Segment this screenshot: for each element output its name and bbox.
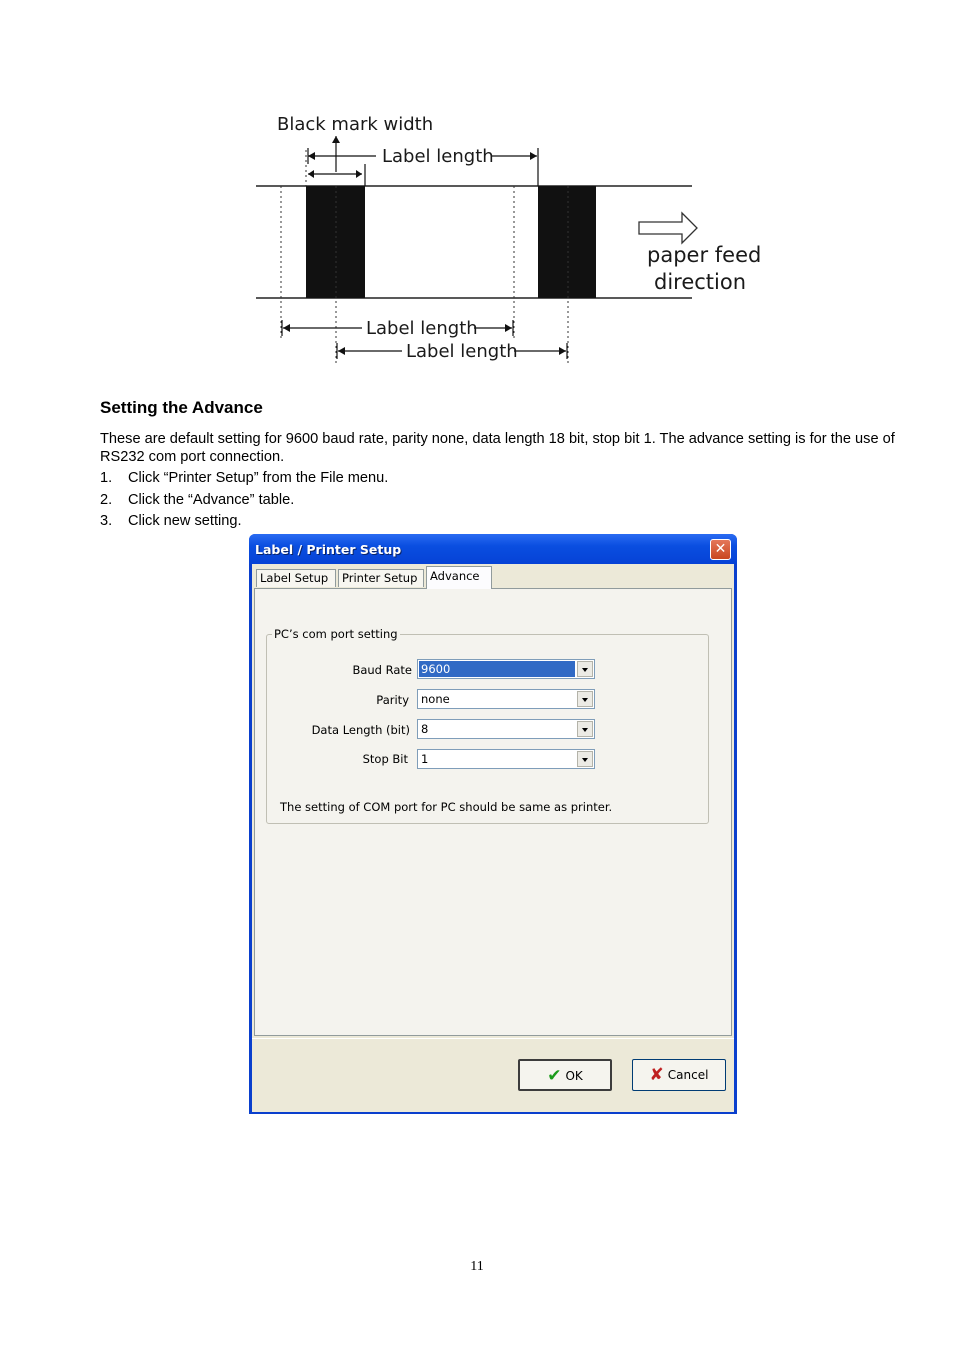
group-title: PC’s com port setting (274, 627, 398, 641)
cancel-button[interactable] (632, 1059, 726, 1091)
advance-panel (254, 588, 732, 1036)
list-item (100, 512, 388, 534)
list-item (100, 491, 388, 513)
data-length-label: Data Length (bit) (311, 723, 410, 737)
steps-list (100, 469, 388, 534)
label-length-bottom-1: Label length (366, 318, 478, 339)
step-number: 3. (100, 513, 113, 529)
list-item (100, 469, 388, 491)
chevron-down-icon[interactable] (577, 751, 593, 767)
black-mark-width-label: Black mark width (277, 114, 434, 135)
data-length-value: 8 (421, 722, 429, 736)
tab-label-setup[interactable]: Label Setup (256, 569, 336, 587)
close-icon: ✕ (714, 541, 727, 557)
step-text: Click the “Advance” table. (128, 491, 295, 508)
parity-select[interactable] (417, 689, 595, 709)
paper-feed-label: paper feed (647, 243, 762, 267)
label-length-top: Label length (382, 146, 494, 167)
printer-setup-dialog (249, 534, 737, 1114)
com-port-group (266, 627, 709, 824)
dialog-footer (252, 1038, 734, 1112)
parity-label: Parity (376, 693, 409, 707)
baud-rate-value: 9600 (419, 661, 575, 677)
step-text: Click new setting. (128, 513, 242, 529)
stop-bit-value: 1 (421, 752, 429, 766)
baud-rate-label: Baud Rate (352, 663, 412, 677)
cancel-label: Cancel (667, 1068, 709, 1082)
step-number: 1. (100, 470, 113, 486)
ok-label: OK (565, 1069, 583, 1083)
section-heading: Setting the Advance (100, 398, 263, 417)
dialog-body (252, 564, 734, 1111)
page-number: 11 (470, 1259, 484, 1274)
chevron-down-icon[interactable] (577, 721, 593, 737)
black-mark (538, 186, 596, 298)
title-bar[interactable] (249, 534, 737, 564)
stop-bit-label: Stop Bit (362, 752, 408, 766)
step-text: Click “Printer Setup” from the File menu. (128, 470, 389, 486)
dialog-title: Label / Printer Setup (255, 542, 402, 557)
chevron-down-icon[interactable] (577, 661, 593, 677)
intro-paragraph: These are default setting for 9600 baud rate, parity none, data length 18 bit, stop bit 1. The advance setting is for the use of RS232 com port connection. (100, 431, 895, 465)
label-length-bottom-2: Label length (406, 341, 518, 362)
close-button[interactable] (710, 539, 731, 560)
chevron-down-icon[interactable] (577, 691, 593, 707)
data-length-select[interactable] (417, 719, 595, 739)
black-mark-diagram (252, 108, 764, 378)
tab-advance[interactable]: Advance (426, 566, 492, 589)
baud-rate-select[interactable] (417, 659, 595, 679)
tab-printer-setup[interactable]: Printer Setup (338, 569, 424, 587)
checkmark-icon: ✔ (547, 1066, 562, 1086)
com-port-note: The setting of COM port for PC should be same as printer. (280, 800, 613, 814)
stop-bit-select[interactable] (417, 749, 595, 769)
direction-label: direction (654, 270, 747, 294)
step-number: 2. (100, 491, 113, 508)
cross-icon: ✘ (649, 1065, 664, 1085)
parity-value: none (421, 692, 450, 706)
ok-button[interactable] (518, 1059, 612, 1091)
